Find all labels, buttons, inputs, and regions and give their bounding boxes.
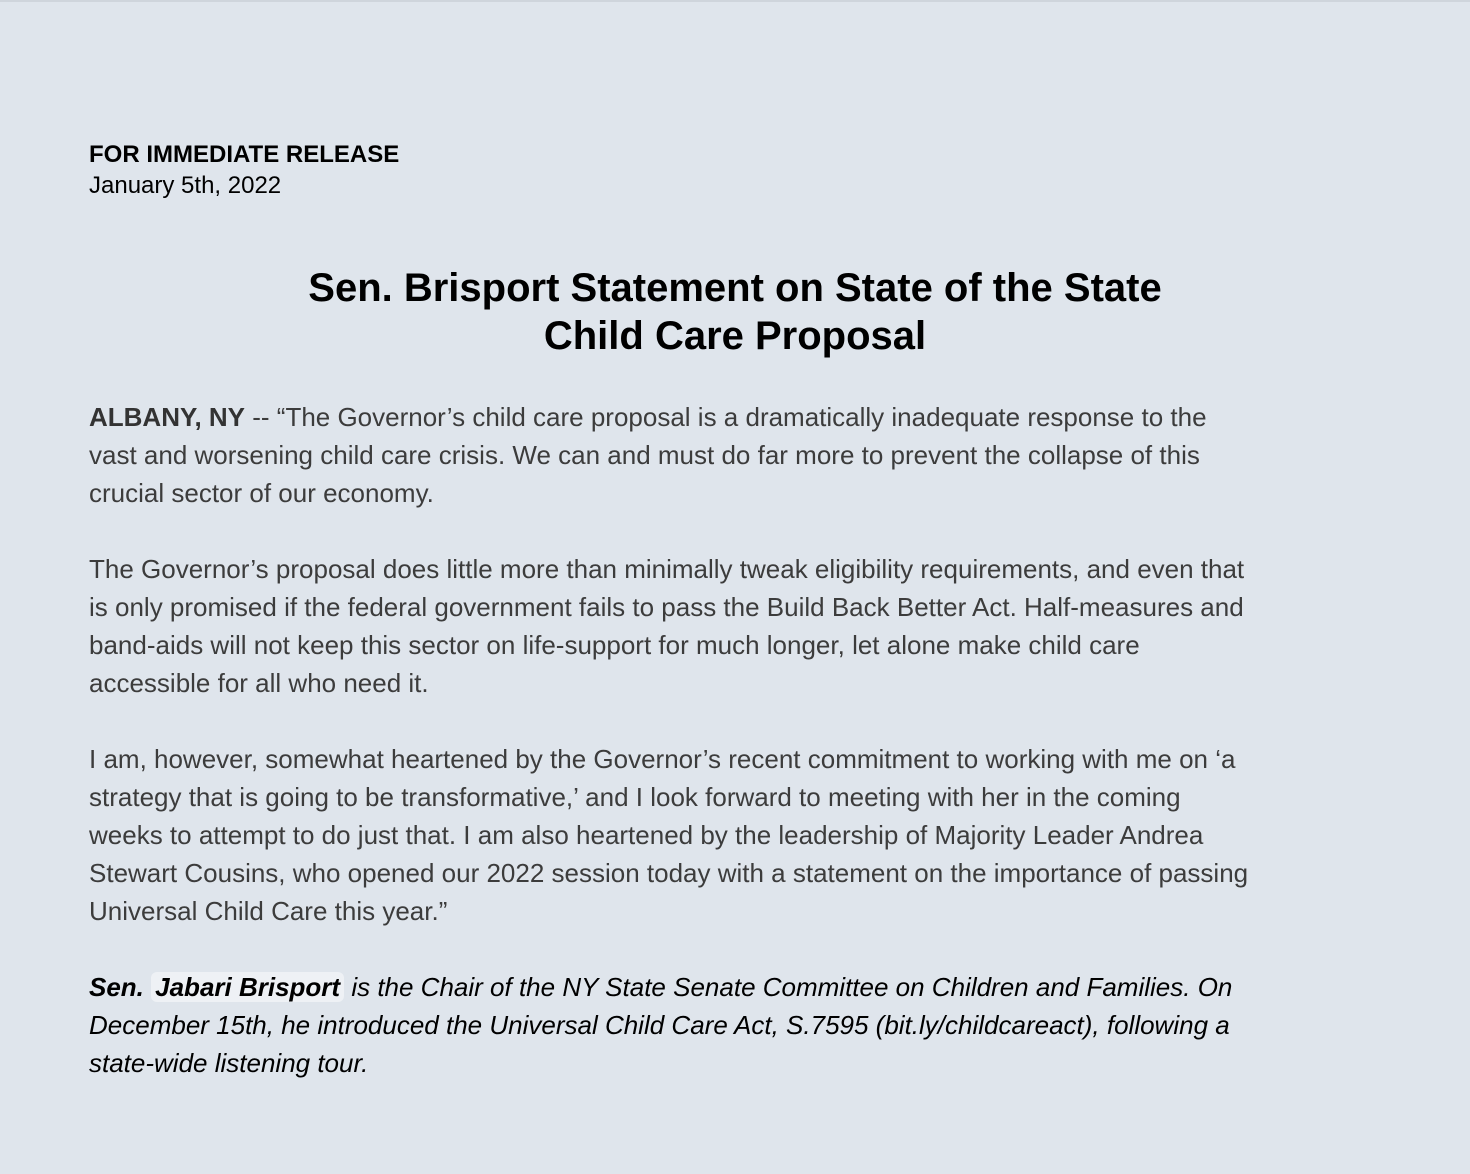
release-date: January 5th, 2022 [89, 172, 282, 199]
bio-line-3: state-wide listening tour. [89, 1048, 369, 1078]
paragraph-2-line-4: accessible for all who need it. [89, 668, 429, 698]
dateline: ALBANY, NY [89, 402, 246, 432]
headline [0, 264, 1470, 360]
release-header [89, 139, 399, 201]
paragraph-1-line-3: crucial sector of our economy. [89, 478, 434, 508]
paragraph-3-line-1: I am, however, somewhat heartened by the Governor’s recent commitment to working with me on ‘a [89, 744, 1236, 774]
paragraph-3-line-2: strategy that is going to be transformative,’ and I look forward to meeting with her in the coming [89, 782, 1181, 812]
headline-line-2: Child Care Proposal [543, 314, 927, 358]
headline-line-1: Sen. Brisport Statement on State of the State [308, 266, 1162, 310]
bio-line-2: December 15th, he introduced the Universal Child Care Act, S.7595 (bit.ly/childcareact), following a [89, 1010, 1230, 1040]
paragraph-2 [89, 550, 1389, 702]
paragraph-3-line-3: weeks to attempt to do just that. I am also heartened by the leadership of Majority Leader Andrea [89, 820, 1204, 850]
paragraph-1-line-2: vast and worsening child care crisis. We can and must do far more to prevent the collapse of this [89, 440, 1200, 470]
bio-sen-prefix: Sen. [89, 972, 152, 1002]
paragraph-2-line-3: band-aids will not keep this sector on life-support for much longer, let alone make child care [89, 630, 1140, 660]
bio-line-1 [89, 968, 1389, 1006]
paragraph-1 [89, 398, 1389, 512]
paragraph-1-line-1 [89, 398, 1389, 436]
paragraph-3-line-4: Stewart Cousins, who opened our 2022 session today with a statement on the importance of passing [89, 858, 1249, 888]
bio-paragraph [89, 968, 1389, 1082]
paragraph-3 [89, 740, 1389, 930]
paragraph-2-line-2: is only promised if the federal government fails to pass the Build Back Better Act. Half-measures and [89, 592, 1244, 622]
paragraph-2-line-1: The Governor’s proposal does little more than minimally tweak eligibility requirements, and even that [89, 554, 1245, 584]
paragraph-1-line-1-text: -- “The Governor’s child care proposal is a dramatically inadequate response to the [245, 402, 1207, 432]
bio-line-1-text: is the Chair of the NY State Senate Committee on Children and Families. On [344, 972, 1233, 1002]
paragraph-3-line-5: Universal Child Care this year.” [89, 896, 448, 926]
senator-name: Jabari Brisport [151, 972, 344, 1002]
release-label: FOR IMMEDIATE RELEASE [89, 141, 400, 168]
statement-body [89, 398, 1389, 1120]
